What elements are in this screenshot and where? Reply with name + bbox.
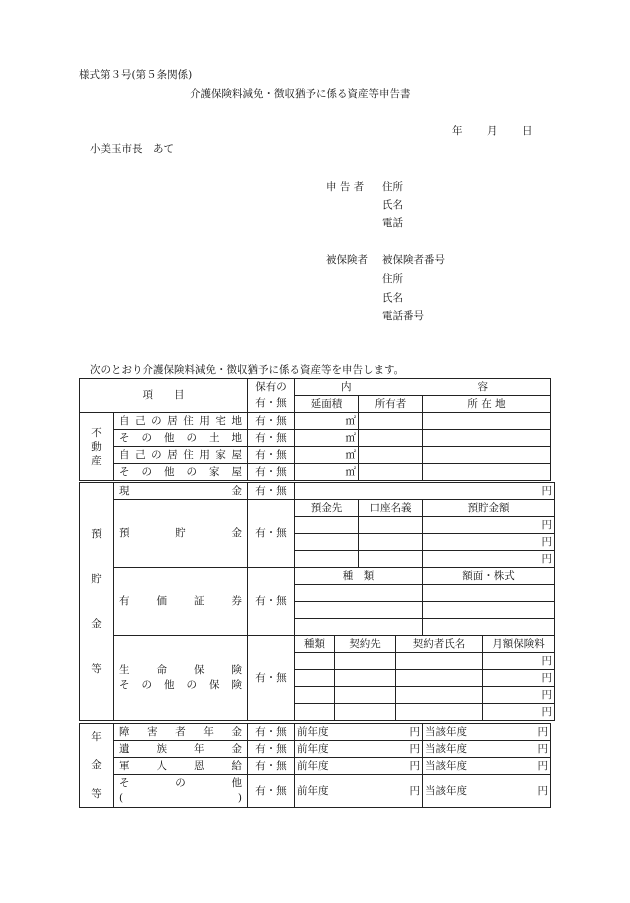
location-cell[interactable] — [423, 447, 551, 464]
insurance-type-cell[interactable] — [295, 687, 335, 704]
insurance-label: 生命保険 その他の保険 — [114, 636, 248, 721]
deposit-amount-cell[interactable]: 円 — [423, 551, 555, 568]
insurance-premium-cell[interactable]: 円 — [483, 653, 555, 670]
pension-category: 年 金 等 — [80, 724, 114, 808]
insured-number-label: 被保険者番号 — [382, 254, 445, 266]
securities-header-type: 種 類 — [295, 568, 423, 585]
realestate-item: 自己の居住用宅地 — [114, 413, 248, 430]
owner-cell[interactable] — [359, 447, 423, 464]
securities-face-cell[interactable] — [423, 585, 555, 602]
header-hold-yn: 有・無 — [248, 396, 295, 413]
securities-face-cell[interactable] — [423, 619, 555, 636]
pension-item: 軍人恩給 — [114, 758, 248, 775]
addressee: 小美玉市長 あて — [90, 143, 174, 155]
insurance-insurer-cell[interactable] — [335, 653, 396, 670]
header-content: 内 容 — [295, 379, 551, 396]
deposit-amount-cell[interactable]: 円 — [423, 517, 555, 534]
floor-area-cell[interactable]: ㎡ — [295, 430, 359, 447]
declarant-name-label: 氏名 — [382, 199, 403, 211]
floor-area-cell[interactable]: ㎡ — [295, 413, 359, 430]
location-cell[interactable] — [423, 464, 551, 481]
securities-type-cell[interactable] — [295, 602, 423, 619]
pension-item: 遺族年金 — [114, 741, 248, 758]
yn-cell[interactable]: 有・無 — [248, 430, 295, 447]
deposit-account-cell[interactable] — [359, 551, 423, 568]
deposit-header-amount: 預貯金額 — [423, 500, 555, 517]
header-hold: 保有の — [248, 379, 295, 396]
realestate-table — [79, 378, 551, 481]
date-month: 月 — [487, 125, 498, 137]
insurance-holder-cell[interactable] — [396, 704, 483, 721]
insurance-insurer-cell[interactable] — [335, 670, 396, 687]
header-owner: 所有者 — [359, 396, 423, 413]
deposit-amount-cell[interactable]: 円 — [423, 534, 555, 551]
header-floor-area: 延面積 — [295, 396, 359, 413]
intro-text: 次のとおり介護保険料減免・徴収猶予に係る資産等を申告します。 — [90, 364, 405, 376]
pension-prev-year-cell[interactable]: 前年度 円 — [295, 724, 423, 741]
owner-cell[interactable] — [359, 464, 423, 481]
insured-address-label: 住所 — [382, 273, 403, 285]
pension-prev-year-cell[interactable]: 前年度 円 — [295, 758, 423, 775]
insurance-header-insurer: 契約先 — [335, 636, 396, 653]
insured-phone-label: 電話番号 — [382, 310, 424, 322]
pension-curr-year-cell[interactable]: 当該年度 円 — [423, 741, 551, 758]
insurance-premium-cell[interactable]: 円 — [483, 687, 555, 704]
declarant-label: 申 告 者 — [326, 181, 365, 193]
yn-cell[interactable]: 有・無 — [248, 483, 295, 500]
securities-label: 有価証券 — [114, 568, 248, 636]
yn-cell[interactable]: 有・無 — [248, 724, 295, 741]
deposit-header-bank: 預金先 — [295, 500, 359, 517]
savings-table — [79, 482, 555, 721]
yn-cell[interactable]: 有・無 — [248, 741, 295, 758]
owner-cell[interactable] — [359, 413, 423, 430]
pension-curr-year-cell[interactable]: 当該年度 円 — [423, 775, 551, 808]
deposit-label: 預貯金 — [114, 500, 248, 568]
insured-label: 被保険者 — [326, 254, 368, 266]
insurance-insurer-cell[interactable] — [335, 687, 396, 704]
insurance-insurer-cell[interactable] — [335, 704, 396, 721]
declarant-phone-label: 電話 — [382, 217, 403, 229]
pension-prev-year-cell[interactable]: 前年度 円 — [295, 775, 423, 808]
pension-other-item: その他 ( ) — [114, 775, 248, 808]
date-day: 日 — [522, 125, 533, 137]
realestate-item: 自己の居住用家屋 — [114, 447, 248, 464]
header-location: 所 在 地 — [423, 396, 551, 413]
insurance-type-cell[interactable] — [295, 653, 335, 670]
floor-area-cell[interactable]: ㎡ — [295, 464, 359, 481]
deposit-bank-cell[interactable] — [295, 551, 359, 568]
date-year: 年 — [452, 125, 463, 137]
pension-curr-year-cell[interactable]: 当該年度 円 — [423, 758, 551, 775]
deposit-bank-cell[interactable] — [295, 534, 359, 551]
insurance-premium-cell[interactable]: 円 — [483, 704, 555, 721]
deposit-bank-cell[interactable] — [295, 517, 359, 534]
document-title: 介護保険料減免・徴収猶予に係る資産等申告書 — [190, 88, 411, 100]
yn-cell[interactable]: 有・無 — [248, 464, 295, 481]
insurance-holder-cell[interactable] — [396, 687, 483, 704]
insurance-type-cell[interactable] — [295, 704, 335, 721]
yn-cell[interactable]: 有・無 — [248, 413, 295, 430]
declarant-address-label: 住所 — [382, 181, 403, 193]
yn-cell[interactable]: 有・無 — [248, 447, 295, 464]
pension-curr-year-cell[interactable]: 当該年度 円 — [423, 724, 551, 741]
insurance-header-premium: 月額保険料 — [483, 636, 555, 653]
cash-amount-cell[interactable]: 円 — [295, 483, 555, 500]
insurance-header-type: 種類 — [295, 636, 335, 653]
location-cell[interactable] — [423, 413, 551, 430]
form-number: 様式第３号(第５条関係) — [79, 69, 193, 81]
securities-header-face: 額面・株式 — [423, 568, 555, 585]
pension-table — [79, 723, 551, 808]
yn-cell[interactable]: 有・無 — [248, 775, 295, 808]
insurance-holder-cell[interactable] — [396, 653, 483, 670]
insured-name-label: 氏名 — [382, 292, 403, 304]
insurance-header-holder: 契約者氏名 — [396, 636, 483, 653]
location-cell[interactable] — [423, 430, 551, 447]
cash-label: 現金 — [114, 483, 248, 500]
insurance-holder-cell[interactable] — [396, 670, 483, 687]
yn-cell[interactable]: 有・無 — [248, 568, 295, 636]
yn-cell[interactable]: 有・無 — [248, 758, 295, 775]
pension-prev-year-cell[interactable]: 前年度 円 — [295, 741, 423, 758]
realestate-item: その他の土地 — [114, 430, 248, 447]
owner-cell[interactable] — [359, 430, 423, 447]
header-item: 項 目 — [80, 379, 248, 413]
floor-area-cell[interactable]: ㎡ — [295, 447, 359, 464]
savings-category: 預 貯 金 等 — [80, 483, 114, 721]
deposit-header-account: 口座名義 — [359, 500, 423, 517]
pension-item: 障害者年金 — [114, 724, 248, 741]
securities-type-cell[interactable] — [295, 619, 423, 636]
yn-cell[interactable]: 有・無 — [248, 500, 295, 568]
deposit-account-cell[interactable] — [359, 517, 423, 534]
securities-face-cell[interactable] — [423, 602, 555, 619]
realestate-category: 不動産 — [80, 413, 114, 481]
realestate-item: その他の家屋 — [114, 464, 248, 481]
securities-type-cell[interactable] — [295, 585, 423, 602]
deposit-account-cell[interactable] — [359, 534, 423, 551]
yn-cell[interactable]: 有・無 — [248, 636, 295, 721]
insurance-type-cell[interactable] — [295, 670, 335, 687]
insurance-premium-cell[interactable]: 円 — [483, 670, 555, 687]
